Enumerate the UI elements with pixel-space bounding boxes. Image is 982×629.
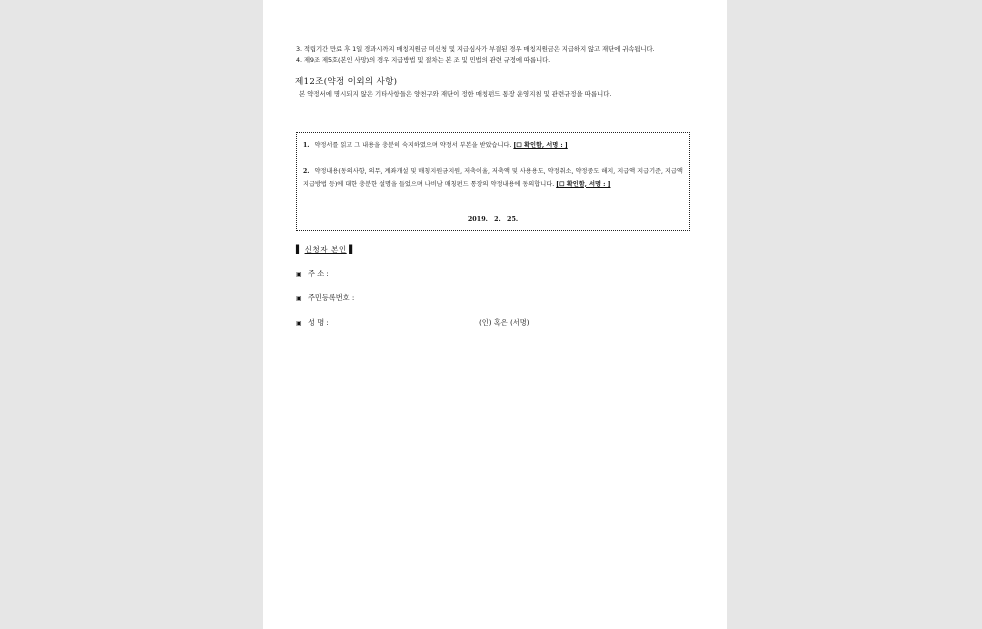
square-bullet-icon: ▣ bbox=[296, 271, 302, 278]
square-bullet-icon: ▣ bbox=[296, 295, 302, 302]
stamp-or-signature-label: (인) 혹은 (서명) bbox=[479, 318, 530, 327]
confirm-checkbox-2[interactable]: [☐ 확인함, 서명 : ] bbox=[556, 180, 611, 188]
id-number-label: 주민등록번호 : bbox=[307, 293, 355, 302]
confirmation-item-2 bbox=[303, 166, 685, 191]
name-row bbox=[296, 318, 530, 328]
block-mark-icon: ▌ bbox=[296, 245, 303, 254]
list-item: 3. 적립기간 만료 후 1일 경과시까지 매칭지원금 미신청 및 지급심사가 부결된 경우 매칭지원금은 지급하지 않고 재단에 귀속됩니다. bbox=[296, 45, 655, 53]
item-text: 약정내용(동의사항, 의무, 계좌개설 및 매칭지원금지원, 저축이율, 저축액 및 사용용도, 약정취소, 약정중도 해지, 지급액 지급기준, 지급액 지급방법 등)에 대한 충분한 설명을 들었으며 나비남 매칭펀드 통장의 약정내용에 동의합니다. bbox=[303, 168, 683, 188]
article-body: 본 약정서에 명시되지 않은 기타사항들은 양천구와 재단이 정한 매칭펀드 통장 운영지침 및 관련규정을 따릅니다. bbox=[299, 90, 612, 98]
document-content bbox=[295, 44, 695, 100]
item-number: 2. bbox=[303, 168, 310, 175]
item-text: 약정서를 읽고 그 내용을 충분히 숙지하였으며 약정서 부본을 받았습니다. bbox=[314, 142, 512, 149]
confirmation-item-1 bbox=[303, 141, 683, 151]
name-label: 성 명 : bbox=[307, 318, 329, 327]
address-row bbox=[296, 269, 329, 279]
list-item: 4. 제9조 제5호(본인 사망)의 경우 지급방법 및 절차는 본 조 및 민법의 관련 규정에 따릅니다. bbox=[296, 56, 551, 64]
id-number-row bbox=[296, 293, 354, 303]
square-bullet-icon: ▣ bbox=[296, 320, 302, 327]
signature-section-title bbox=[296, 244, 355, 255]
confirmation-box bbox=[296, 132, 690, 231]
signature-title-text: 신청자 본인 bbox=[304, 245, 347, 254]
document-date: 2019. 2. 25. bbox=[467, 215, 519, 223]
confirm-checkbox-1[interactable]: [☐ 확인함, 서명 : ] bbox=[513, 142, 568, 149]
block-mark-icon: ▌ bbox=[349, 245, 356, 254]
item-number: 1. bbox=[303, 142, 310, 149]
document-page bbox=[263, 0, 727, 629]
article-title: 제12조(약정 이외의 사항) bbox=[295, 77, 398, 87]
address-label: 주 소 : bbox=[307, 269, 329, 278]
